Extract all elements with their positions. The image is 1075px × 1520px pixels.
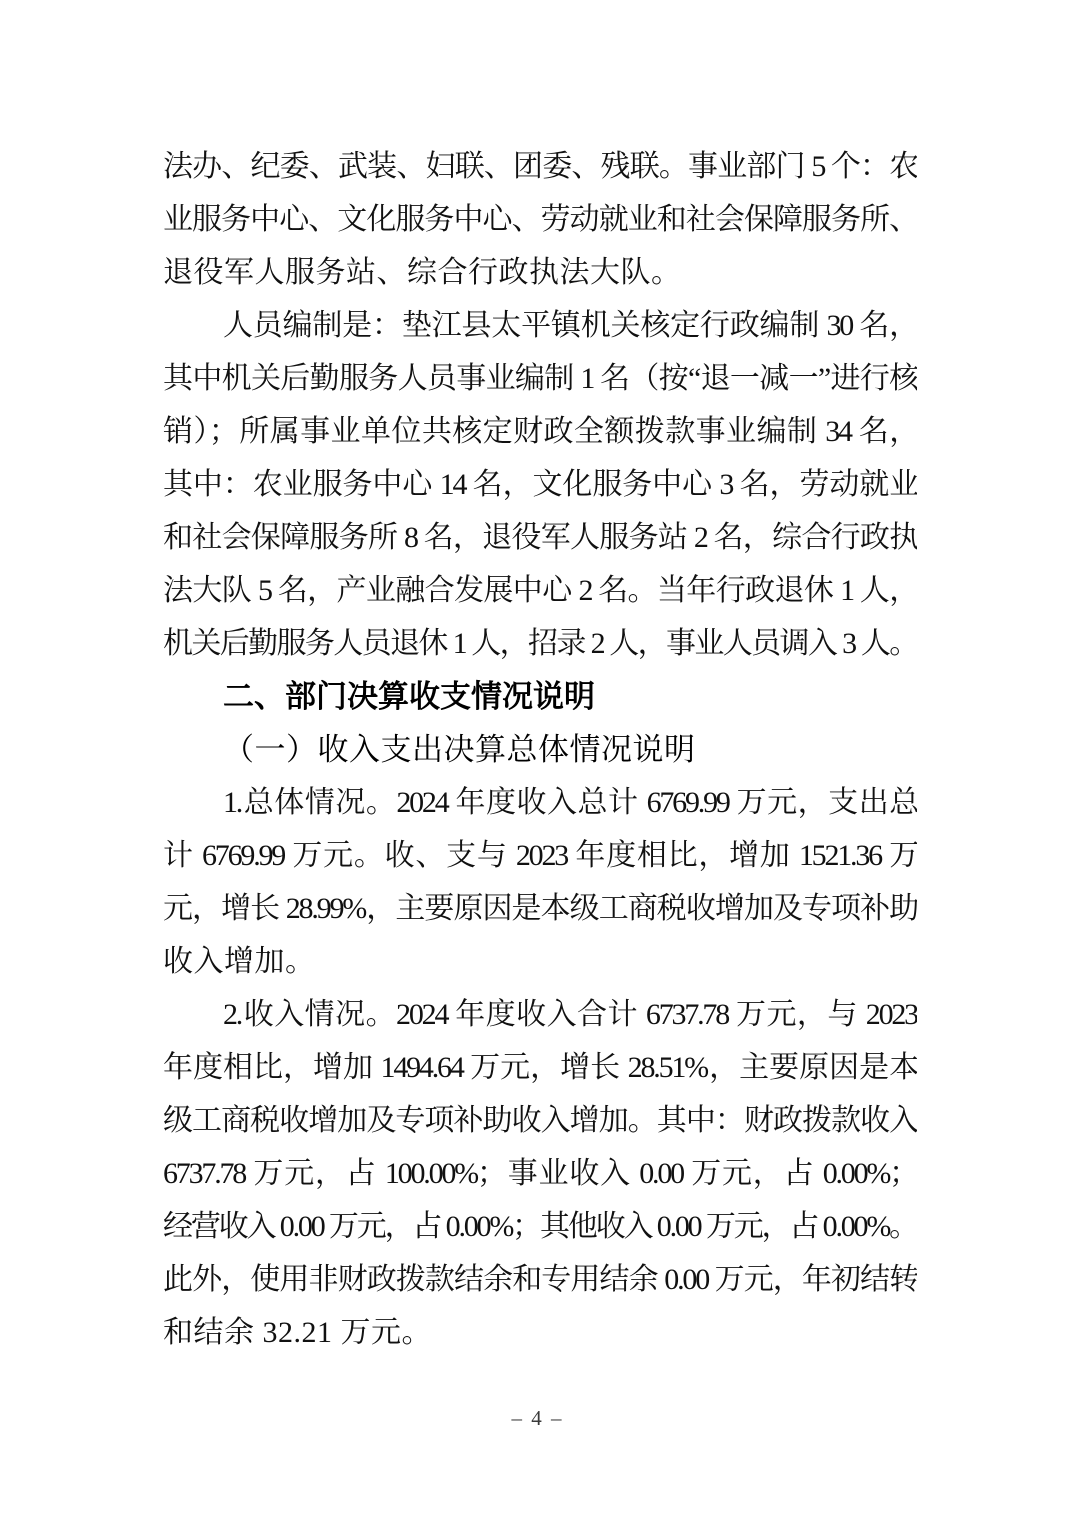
subsection-heading: （一）收入支出决算总体情况说明 <box>223 732 696 767</box>
text-line: 经营收入 0.00 万元，占 0.00%；其他收入 0.00 万元，占 0.00%。 <box>163 1210 917 1243</box>
document-body <box>163 140 917 1359</box>
text-line: 和结余 32.21 万元。 <box>163 1316 432 1349</box>
text-line: 级工商税收增加及专项补助收入增加。其中：财政拨款收入 <box>163 1104 917 1137</box>
text-line: 法办、纪委、武装、妇联、团委、残联。事业部门 5 个：农 <box>163 150 917 183</box>
section-heading: 二、部门决算收支情况说明 <box>223 679 595 714</box>
text-line: 销）；所属事业单位共核定财政全额拨款事业编制 34 名， <box>163 415 917 448</box>
text-line: 1.总体情况。2024 年度收入总计 6769.99 万元，支出总 <box>223 786 917 819</box>
text-line: 元，增长 28.99%，主要原因是本级工商税收增加及专项补助 <box>163 892 917 925</box>
text-line: 业服务中心、文化服务中心、劳动就业和社会保障服务所、 <box>163 203 917 236</box>
text-line: 退役军人服务站、综合行政执法大队。 <box>163 256 682 289</box>
text-line: 6737.78 万元，占 100.00%；事业收入 0.00 万元，占 0.00%； <box>163 1157 917 1190</box>
text-line: 其中：农业服务中心 14 名，文化服务中心 3 名，劳动就业 <box>163 468 917 501</box>
text-line: 此外，使用非财政拨款结余和专用结余 0.00 万元，年初结转 <box>163 1263 917 1296</box>
text-line: 年度相比，增加 1494.64 万元，增长 28.51%，主要原因是本 <box>163 1051 917 1084</box>
text-line: 法大队 5 名，产业融合发展中心 2 名。当年行政退休 1 人， <box>163 574 917 607</box>
text-line: 人员编制是：垫江县太平镇机关核定行政编制 30 名， <box>223 309 917 342</box>
text-line: 和社会保障服务所 8 名，退役军人服务站 2 名，综合行政执 <box>163 521 917 554</box>
page-number: – 4 – <box>511 1406 564 1430</box>
text-line: 其中机关后勤服务人员事业编制 1 名（按“退一减一”进行核 <box>163 362 917 395</box>
text-line: 计 6769.99 万元。收、支与 2023 年度相比，增加 1521.36 万 <box>163 839 917 872</box>
text-line: 机关后勤服务人员退休 1 人，招录 2 人，事业人员调入 3 人。 <box>163 627 917 660</box>
text-line: 收入增加。 <box>163 945 316 978</box>
text-line: 2.收入情况。2024 年度收入合计 6737.78 万元，与 2023 <box>223 998 917 1031</box>
